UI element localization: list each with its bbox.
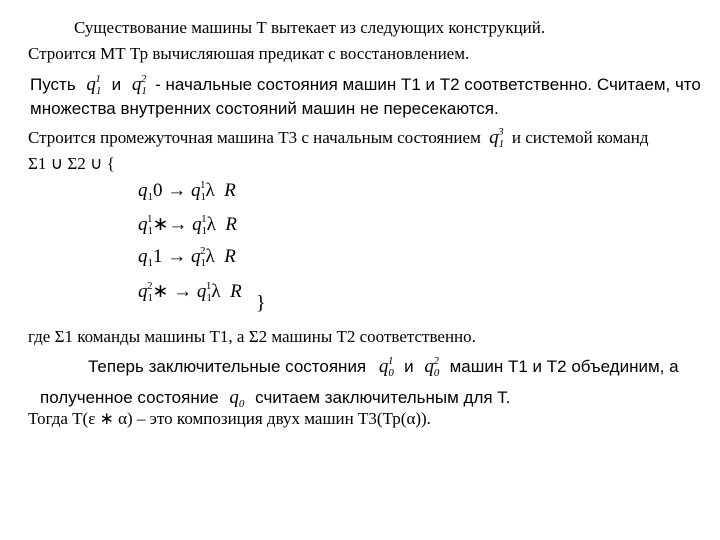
command-1: $q_10 \to q_1^1\lambda$ R bbox=[138, 179, 236, 203]
command-2: $q_1^1∗\to q_1^1\lambda$ R bbox=[138, 213, 237, 237]
line-1: Существование машины Т вытекает из следующих конструкций. bbox=[74, 18, 546, 37]
line-3-part-a: Пусть bbox=[30, 75, 76, 94]
formula-q1-sup3: $q_1^3$ bbox=[489, 126, 505, 150]
formula-q0: $q_0$ bbox=[229, 387, 245, 410]
line-9-part-a: полученное состояние bbox=[40, 388, 219, 407]
line-3-part-c: - начальные состояния машин Т1 и Т2 соответственно. Считаем, что bbox=[155, 75, 701, 94]
formula-q1-sup2: $q_1^2$ bbox=[131, 73, 147, 97]
line-6: Σ1 ∪ Σ2 ∪ { bbox=[28, 154, 115, 173]
line-4: множества внутренних состояний машин не пересекаются. bbox=[30, 99, 499, 118]
command-3: $q_11 \to q_1^2\lambda$ R bbox=[138, 245, 236, 269]
line-9 bbox=[40, 387, 511, 410]
line-3-part-b: и bbox=[111, 75, 122, 94]
line-9-part-b: считаем заключительным для Т. bbox=[255, 388, 511, 407]
line-7: где Σ1 команды машины Т1, а Σ2 машины Т2 соответственно. bbox=[28, 327, 476, 346]
line-5-part-a: Строится промежуточная машина Т3 с начальным состоянием bbox=[28, 128, 481, 147]
line-8-part-a: Теперь заключительные состояния bbox=[88, 357, 367, 376]
line-8-part-b: и bbox=[404, 357, 414, 376]
line-10: Тогда Т(ε ∗ α) – это композиция двух машин Т3(Тр(α)). bbox=[28, 409, 431, 428]
line-5 bbox=[28, 126, 649, 150]
line-3 bbox=[30, 73, 701, 97]
formula-q0-sup2: $q_0^2$ bbox=[424, 355, 440, 379]
line-2: Строится МТ Тр вычисляюшая предикат с восстановлением. bbox=[28, 44, 470, 63]
formula-q0-sup1: $q_0^1$ bbox=[378, 355, 394, 379]
closing-brace: } bbox=[256, 292, 266, 314]
line-5-part-b: и системой команд bbox=[511, 128, 649, 147]
line-8 bbox=[88, 355, 679, 379]
command-4: $q_1^2∗ \to q_1^1\lambda$ R bbox=[138, 280, 242, 304]
formula-q1-sup1: $q_1^1$ bbox=[86, 73, 102, 97]
line-8-part-c: машин Т1 и Т2 объединим, а bbox=[449, 357, 679, 376]
